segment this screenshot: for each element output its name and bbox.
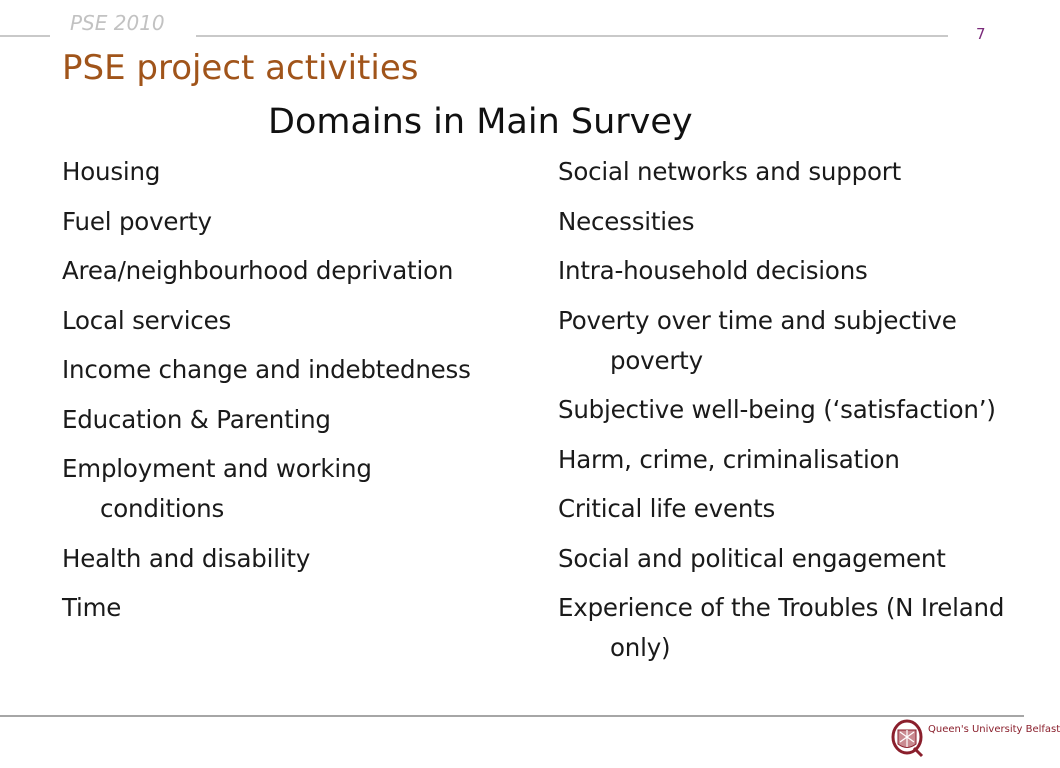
- footer-rule: [0, 715, 1024, 717]
- header-rule-left: [0, 35, 50, 37]
- domain-list-left: [62, 152, 502, 638]
- list-item: Employment and working conditions: [62, 454, 372, 523]
- logo-text: Queen's University Belfast: [928, 724, 1060, 735]
- list-item: Intra-household decisions: [558, 256, 868, 285]
- university-crest-icon: [890, 718, 924, 758]
- list-item: Income change and indebtedness: [62, 355, 471, 384]
- list-item: Education & Parenting: [62, 404, 331, 434]
- list-item: Social networks and support: [558, 157, 902, 186]
- list-item: Critical life events: [558, 494, 776, 523]
- list-item: Local services: [62, 305, 232, 335]
- list-item: Poverty over time and subjective poverty: [558, 305, 957, 375]
- list-item: Harm, crime, criminalisation: [558, 444, 900, 474]
- slide-title: PSE project activities: [62, 48, 419, 88]
- slide-subtitle: Domains in Main Survey: [268, 102, 693, 142]
- list-item: Experience of the Troubles (N Ireland only): [558, 593, 1005, 662]
- list-item: Subjective well-being (‘satisfaction’): [558, 395, 996, 424]
- university-logo: [886, 716, 1060, 760]
- list-item: Health and disability: [62, 543, 311, 573]
- slide-number: 7: [976, 25, 986, 43]
- list-item: Fuel poverty: [62, 206, 212, 236]
- header-label: PSE 2010: [70, 11, 165, 35]
- list-item: Time: [62, 593, 122, 622]
- list-item: Social and political engagement: [558, 543, 946, 573]
- header-rule-right: [196, 35, 948, 37]
- list-item: Area/neighbourhood deprivation: [62, 256, 454, 285]
- domain-list-right: [558, 152, 1018, 678]
- list-item: Housing: [62, 157, 161, 186]
- list-item: Necessities: [558, 206, 695, 236]
